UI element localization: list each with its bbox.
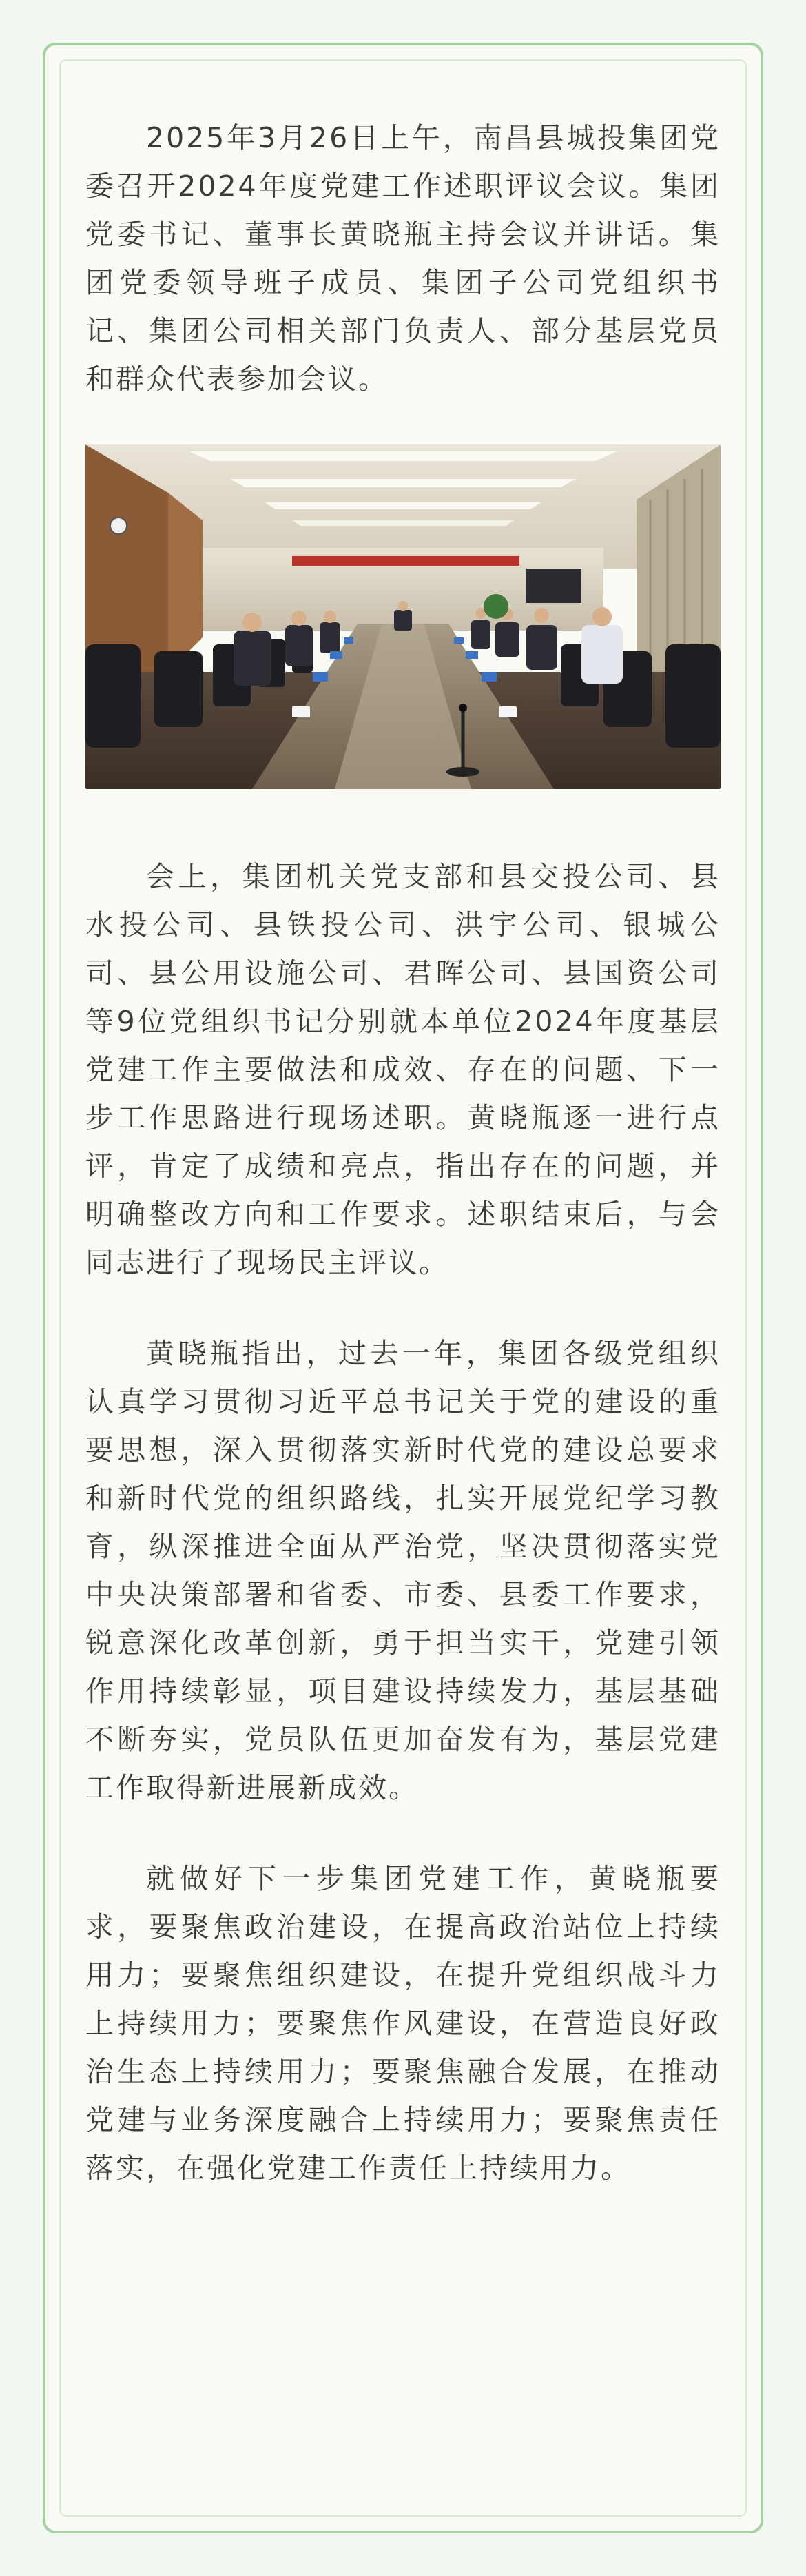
article-body xyxy=(85,114,721,2192)
paragraph-1: 2025年3月26日上午，南昌县城投集团党委召开2024年度党建工作述职评议会议。集团党委书记、董事长黄晓瓶主持会议并讲话。集团党委领导班子成员、集团子公司党组织书记、集团公司相关部门负责人、部分基层党员和群众代表参加会议。 xyxy=(85,121,721,396)
paragraph-2: 会上，集团机关党支部和县交投公司、县水投公司、县铁投公司、洪宇公司、银城公司、县公用设施公司、君晖公司、县国资公司等9位党组织书记分别就本单位2024年度基层党建工作主要做法和成效、存在的问题、下一步工作思路进行现场述职。黄晓瓶逐一进行点评，肯定了成绩和亮点，指出存在的问题，并明确整改方向和工作要求。述职结束后，与会同志进行了现场民主评议。 xyxy=(85,860,721,1279)
meeting-photo xyxy=(85,444,721,789)
paragraph-4: 就做好下一步集团党建工作，黄晓瓶要求，要聚焦政治建设，在提高政治站位上持续用力；要聚焦组织建设，在提升党组织战斗力上持续用力；要聚焦作风建设，在营造良好政治生态上持续用力；要聚焦融合发展，在推动党建与业务深度融合上持续用力；要聚焦责任落实，在强化党建工作责任上持续用力。 xyxy=(85,1862,721,2185)
paragraph-3: 黄晓瓶指出，过去一年，集团各级党组织认真学习贯彻习近平总书记关于党的建设的重要思想，深入贯彻落实新时代党的建设总要求和新时代党的组织路线，扎实开展党纪学习教育，纵深推进全面从严治党，坚决贯彻落实党中央决策部署和省委、市委、县委工作要求，锐意深化改革创新，勇于担当实干，党建引领作用持续彰显，项目建设持续发力，基层基础不断夯实，党员队伍更加奋发有为，基层党建工作取得新进展新成效。 xyxy=(85,1337,721,1804)
